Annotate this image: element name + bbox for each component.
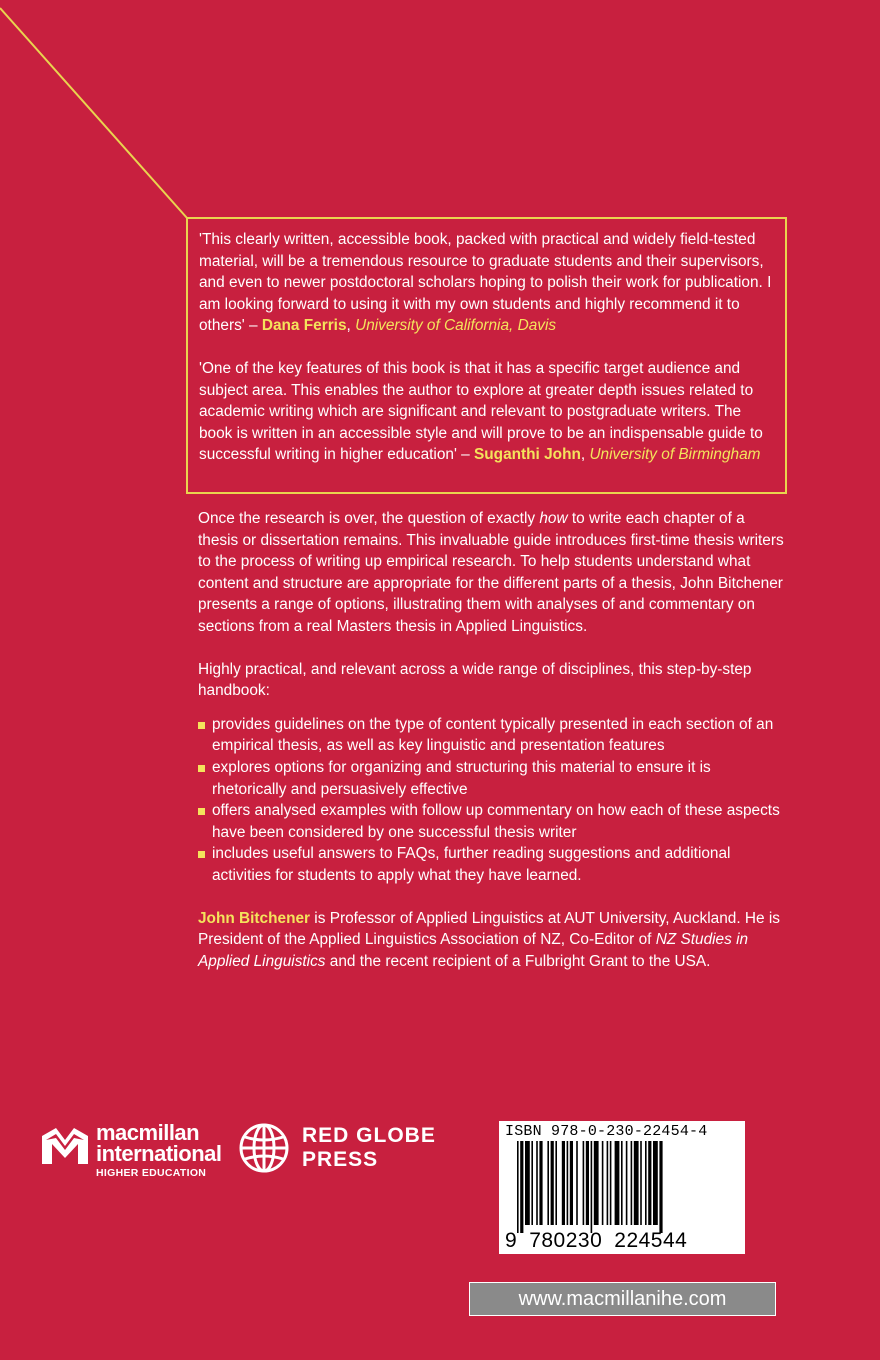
macmillan-international-logo: macmillan international HIGHER EDUCATION bbox=[42, 1122, 222, 1179]
macmillan-m-icon bbox=[42, 1124, 88, 1170]
isbn-label: ISBN 978-0-230-22454-4 bbox=[505, 1123, 708, 1140]
endorser-name: Dana Ferris bbox=[261, 317, 347, 335]
isbn-digits: 9 780230 224544 bbox=[505, 1229, 688, 1252]
description-paragraph-1: Once the research is over, the question of exactly how to write each chapter of a thesis or dissertation remains. This invaluable guide introduces first-time thesis writers to the process of writing up empirical research. To help students understand what content and structure are appropriate for the different parts of a thesis, John Bitchener presents a range of options, illustrating them with analyses of and commentary on sections from a real Masters thesis in Applied Linguistics. bbox=[198, 510, 784, 635]
list-item: includes useful answers to FAQs, further reading suggestions and additional activities for students to apply what they have learned. bbox=[198, 843, 788, 886]
list-item: explores options for organizing and structuring this material to ensure it is rhetorically and persuasively effective bbox=[198, 757, 788, 800]
author-name: John Bitchener bbox=[198, 909, 311, 927]
endorser-affiliation: University of Birmingham bbox=[589, 446, 761, 464]
red-globe-press-logo: RED GLOBE PRESS bbox=[238, 1122, 436, 1174]
description-paragraph-2: Highly practical, and relevant across a wide range of disciplines, this step-by-step handbook: bbox=[198, 660, 752, 700]
globe-icon bbox=[238, 1122, 290, 1174]
list-item: offers analysed examples with follow up commentary on how each of these aspects have been considered by one successful thesis writer bbox=[198, 800, 788, 843]
publisher-website[interactable]: www.macmillanihe.com bbox=[469, 1282, 776, 1316]
endorsement-1: 'This clearly written, accessible book, packed with practical and widely field-tested material, will be a tremendous resource to graduate students and their supervisors, and even to newer postdoctoral scholars hoping to polish their work for publication. I am looking forward to using it with my own students and highly recommend it to others' – Dana Ferris, University of California, Davis bbox=[199, 231, 772, 335]
book-description bbox=[198, 508, 788, 972]
barcode-bars bbox=[499, 1141, 745, 1233]
list-item: provides guidelines on the type of content typically presented in each section of an empirical thesis, as well as key linguistic and presentation features bbox=[198, 714, 788, 757]
endorsement-2: 'One of the key features of this book is that it has a specific target audience and subject area. This enables the author to explore at greater depth issues related to academic writing which are significant and relevant to postgraduate writers. The book is written in an accessible style and will prove to be an indispensable guide to successful writing in higher education' – Suganthi John, University of Birmingham bbox=[199, 359, 763, 464]
author-bio: John Bitchener is Professor of Applied Linguistics at AUT University, Auckland. He is President of the Applied Linguistics Association of NZ, Co-Editor of NZ Studies in Applied Linguistics and the recent recipient of a Fulbright Grant to the USA. bbox=[198, 909, 780, 970]
endorsements-box bbox=[186, 217, 787, 494]
feature-list bbox=[198, 714, 788, 887]
isbn-barcode bbox=[499, 1121, 745, 1254]
endorser-name: Suganthi John bbox=[474, 446, 581, 464]
endorser-affiliation: University of California, Davis bbox=[355, 317, 557, 335]
